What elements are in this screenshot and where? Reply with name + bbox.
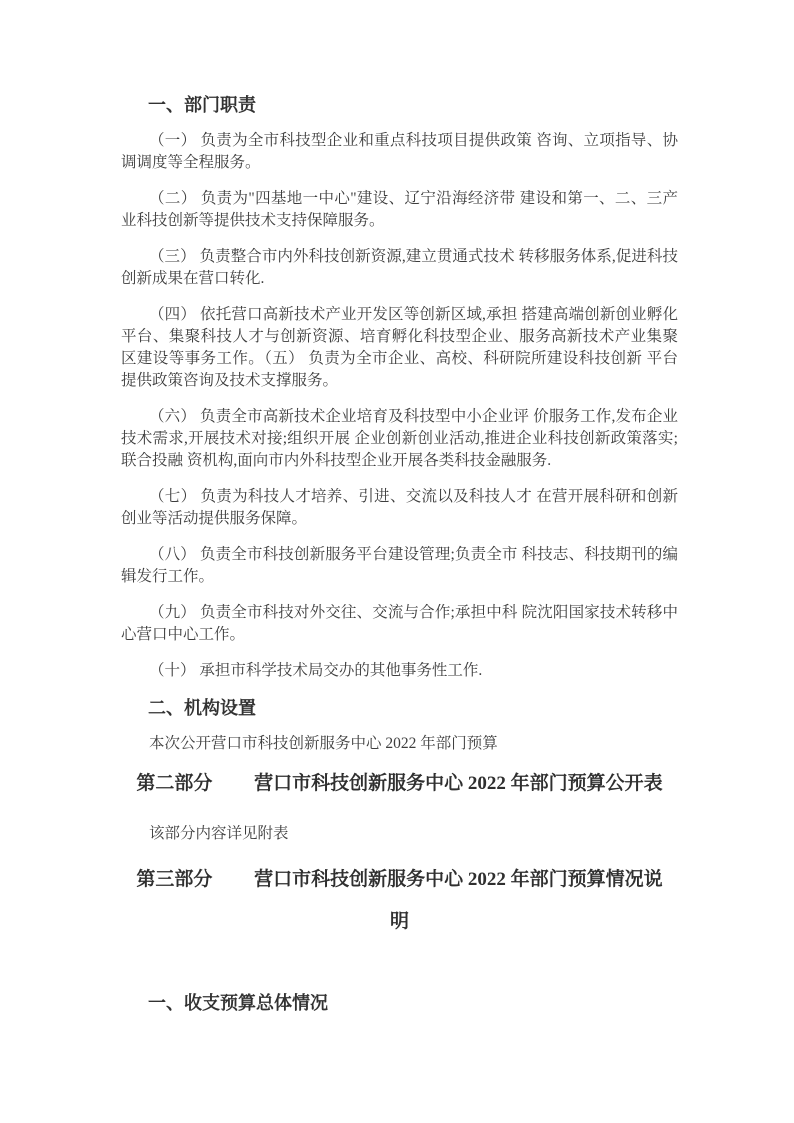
organization-intro: 本次公开营口市科技创新服务中心 2022 年部门预算 — [149, 735, 498, 752]
duty-paragraph-8: （八） 负责全市科技创新服务平台建设管理;负责全市 科技志、科技期刊的编辑发行工作。 — [121, 546, 678, 585]
duty-paragraph-9: （九） 负责全市科技对外交往、交流与合作;承担中科 院沈阳国家技术转移中心营口中心工作。 — [121, 604, 678, 643]
part3-title-line1 — [121, 859, 678, 901]
part2-heading — [121, 769, 678, 799]
part3-title-text: 营口市科技创新服务中心 2022 年部门预算情况说 — [254, 869, 663, 890]
budget-overview-heading: 一、收支预算总体情况 — [148, 993, 328, 1013]
part2-label: 第二部分 — [136, 773, 213, 794]
part3-title-line2: 明 — [389, 911, 409, 932]
duty-paragraph-1: （一） 负责为全市科技型企业和重点科技项目提供政策 咨询、立项指导、协调调度等全程服务。 — [121, 132, 678, 171]
duty-paragraph-7: （七） 负责为科技人才培养、引进、交流以及科技人才 在营开展科研和创新创业等活动提供服务保障。 — [121, 488, 678, 527]
duty-paragraph-10: （十） 承担市科学技术局交办的其他事务性工作. — [149, 662, 483, 679]
duty-paragraph-6: （六） 负责全市高新技术企业培育及科技型中小企业评 价服务工作,发布企业技术需求,开展技术对接;组织开展 企业创新创业活动,推进企业科技创新政策落实;联合投融 资机构,面向市内外科技型企业开展各类科技金融服务. — [121, 408, 678, 469]
part2-title: 营口市科技创新服务中心 2022 年部门预算公开表 — [254, 773, 663, 794]
part3-heading — [121, 859, 678, 943]
duty-paragraph-3: （三） 负责整合市内外科技创新资源,建立贯通式技术 转移服务体系,促进科技创新成果在营口转化. — [121, 248, 678, 287]
organization-heading: 二、机构设置 — [148, 698, 256, 718]
duty-paragraph-4-5: （四） 依托营口高新技术产业开发区等创新区域,承担 搭建高端创新创业孵化平台、集聚科技人才与创新资源、培育孵化科技型企业、服务高新技术产业集聚区建设等事务工作。（五） 负责为全市企业、高校、科研院所建设科技创新 平台提供政策咨询及技术支撑服务。 — [121, 306, 678, 389]
part2-note: 该部分内容详见附表 — [149, 825, 289, 842]
duty-paragraph-2: （二） 负责为"四基地一中心"建设、辽宁沿海经济带 建设和第一、二、三产业科技创新等提供技术支持保障服务。 — [121, 190, 678, 229]
part3-label: 第三部分 — [136, 869, 213, 890]
duties-heading: 一、部门职责 — [148, 95, 256, 115]
